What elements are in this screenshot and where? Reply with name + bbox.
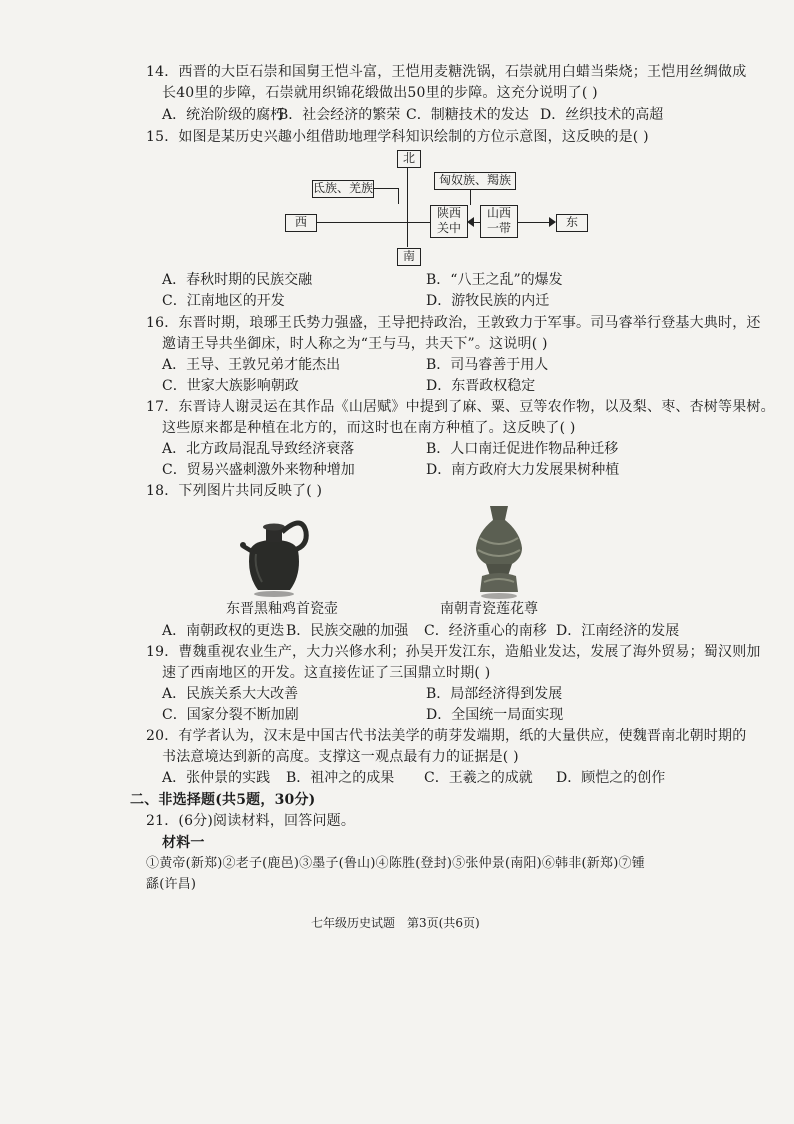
q14-option-d[interactable]: D．丝织技术的高超 (540, 107, 664, 123)
q18-stem-line1: 18．下列图片共同反映了( ) (146, 483, 323, 499)
q19-stem-line1: 19．曹魏重视农业生产，大力兴修水利；孙吴开发江东，造船业发达，发展了海外贸易；蜀汉则加 (146, 644, 761, 660)
ewer-image (236, 510, 316, 598)
q20-option-a[interactable]: A．张仲景的实践 (162, 770, 271, 786)
diagram-shaanxi-line2: 关中 (436, 221, 461, 235)
material-one-line2: 繇(许昌) (146, 877, 197, 892)
q17-stem-line1: 17．东晋诗人谢灵运在其作品《山居赋》中提到了麻、粟、豆等农作物，以及梨、枣、杏树等果树。 (146, 399, 775, 415)
q20-stem-line2: 书法意境达到新的高度。支撑这一观点最有力的证据是( ) (162, 749, 519, 765)
q16-option-a[interactable]: A．王导、王敦兄弟才能杰出 (162, 357, 341, 373)
q14-option-a[interactable]: A．统治阶级的腐朽 (162, 107, 285, 123)
q14-stem-line1: 14．西晋的大臣石崇和国舅王恺斗富，王恺用麦糖洗锅，石崇就用白蜡当柴烧；王恺用丝绸做成 (146, 64, 747, 80)
diagram-shanxi-line1: 山西 (486, 206, 511, 220)
bleed-through-text (600, 198, 613, 217)
q14-stem-line2: 长40里的步障，石崇就用织锦花缎做出50里的步障。这充分说明了( ) (162, 85, 598, 101)
q15-option-d[interactable]: D．游牧民族的内迁 (426, 293, 550, 309)
diagram-north: 北 (397, 150, 421, 168)
diagram-tribes-right-arrow (470, 189, 471, 205)
q16-stem-line2: 邀请王导共坐御床，时人称之为“王与马，共天下”。这说明( ) (162, 336, 548, 352)
q15-option-c[interactable]: C．江南地区的开发 (162, 293, 285, 309)
diagram-tribes-left-arrow-down (398, 188, 399, 204)
q21-stem: 21．(6分)阅读材料，回答问题。 (146, 813, 356, 829)
q18-caption-left: 东晋黑釉鸡首瓷壶 (226, 601, 338, 617)
q15-option-b[interactable]: B．“八王之乱”的爆发 (426, 272, 563, 288)
section2-title: 二、非选择题(共5题，30分) (130, 792, 316, 808)
q19-option-c[interactable]: C．国家分裂不断加剧 (162, 707, 299, 723)
q14-option-b[interactable]: B．社会经济的繁荣 (278, 107, 401, 123)
q17-stem-line2: 这些原来都是种植在北方的，而这时也在南方种植了。这反映了( ) (162, 420, 576, 436)
diagram-south: 南 (397, 248, 421, 266)
diagram-tribes-left: 氐族、羌族 (312, 180, 374, 198)
q18-option-c[interactable]: C．经济重心的南移 (424, 623, 547, 639)
diagram-east-arrow (549, 217, 556, 227)
q20-option-d[interactable]: D．顾恺之的创作 (556, 770, 666, 786)
diagram-shaanxi (430, 205, 468, 238)
q20-stem-line1: 20．有学者认为，汉末是中国古代书法美学的萌芽发端期，纸的大量供应，使魏晋南北朝时期的 (146, 728, 747, 744)
q17-option-c[interactable]: C．贸易兴盛刺激外来物种增加 (162, 462, 355, 478)
q19-stem-line2: 速了西南地区的开发。这直接佐证了三国鼎立时期( ) (162, 665, 491, 681)
q19-option-b[interactable]: B．局部经济得到发展 (426, 686, 563, 702)
q15-option-a[interactable]: A．春秋时期的民族交融 (162, 272, 313, 288)
q17-option-a[interactable]: A．北方政局混乱导致经济衰落 (162, 441, 355, 457)
diagram-west-east-axis-left (316, 222, 430, 223)
q20-option-b[interactable]: B．祖冲之的成果 (286, 770, 395, 786)
q18-caption-right: 南朝青瓷莲花尊 (440, 601, 538, 617)
q16-option-c[interactable]: C．世家大族影响朝政 (162, 378, 299, 394)
q20-option-c[interactable]: C．王羲之的成就 (424, 770, 533, 786)
diagram-shaanxi-line1: 陕西 (436, 206, 461, 220)
page-footer: 七年级历史试题 第3页(共6页) (311, 916, 480, 930)
q16-stem-line1: 16．东晋时期，琅琊王氏势力强盛，王导把持政治，王敦致力于军事。司马睿举行登基大典时，还 (146, 315, 761, 331)
diagram-tribes-left-arrow (373, 188, 399, 189)
lotus-vessel-image (468, 502, 530, 600)
diagram-west: 西 (285, 214, 317, 232)
q19-option-a[interactable]: A．民族关系大大改善 (162, 686, 299, 702)
diagram-shanxi-line2: 一带 (486, 221, 511, 235)
diagram-link (472, 222, 480, 223)
diagram-tribes-right: 匈奴族、羯族 (434, 172, 516, 190)
diagram-north-south-axis (407, 167, 408, 247)
q15-stem-line1: 15．如图是某历史兴趣小组借助地理学科知识绘制的方位示意图，这反映的是( ) (146, 129, 649, 145)
q18-option-a[interactable]: A．南朝政权的更迭 (162, 623, 285, 639)
material-one-title: 材料一 (162, 835, 205, 851)
q18-option-b[interactable]: B．民族交融的加强 (286, 623, 409, 639)
q19-option-d[interactable]: D．全国统一局面实现 (426, 707, 564, 723)
q18-option-d[interactable]: D．江南经济的发展 (556, 623, 680, 639)
q17-option-b[interactable]: B．人口南迁促进作物品种迁移 (426, 441, 619, 457)
diagram-east: 东 (556, 214, 588, 232)
q14-option-c[interactable]: C．制糖技术的发达 (406, 107, 529, 123)
q16-option-d[interactable]: D．东晋政权稳定 (426, 378, 536, 394)
q17-option-d[interactable]: D．南方政府大力发展果树种植 (426, 462, 620, 478)
q16-option-b[interactable]: B．司马睿善于用人 (426, 357, 549, 373)
material-one-line1: ①黄帝(新郑)②老子(鹿邑)③墨子(鲁山)④陈胜(登封)⑤张仲景(南阳)⑥韩非(新郑)⑦锺 (146, 856, 645, 871)
diagram-shanxi (480, 205, 518, 238)
